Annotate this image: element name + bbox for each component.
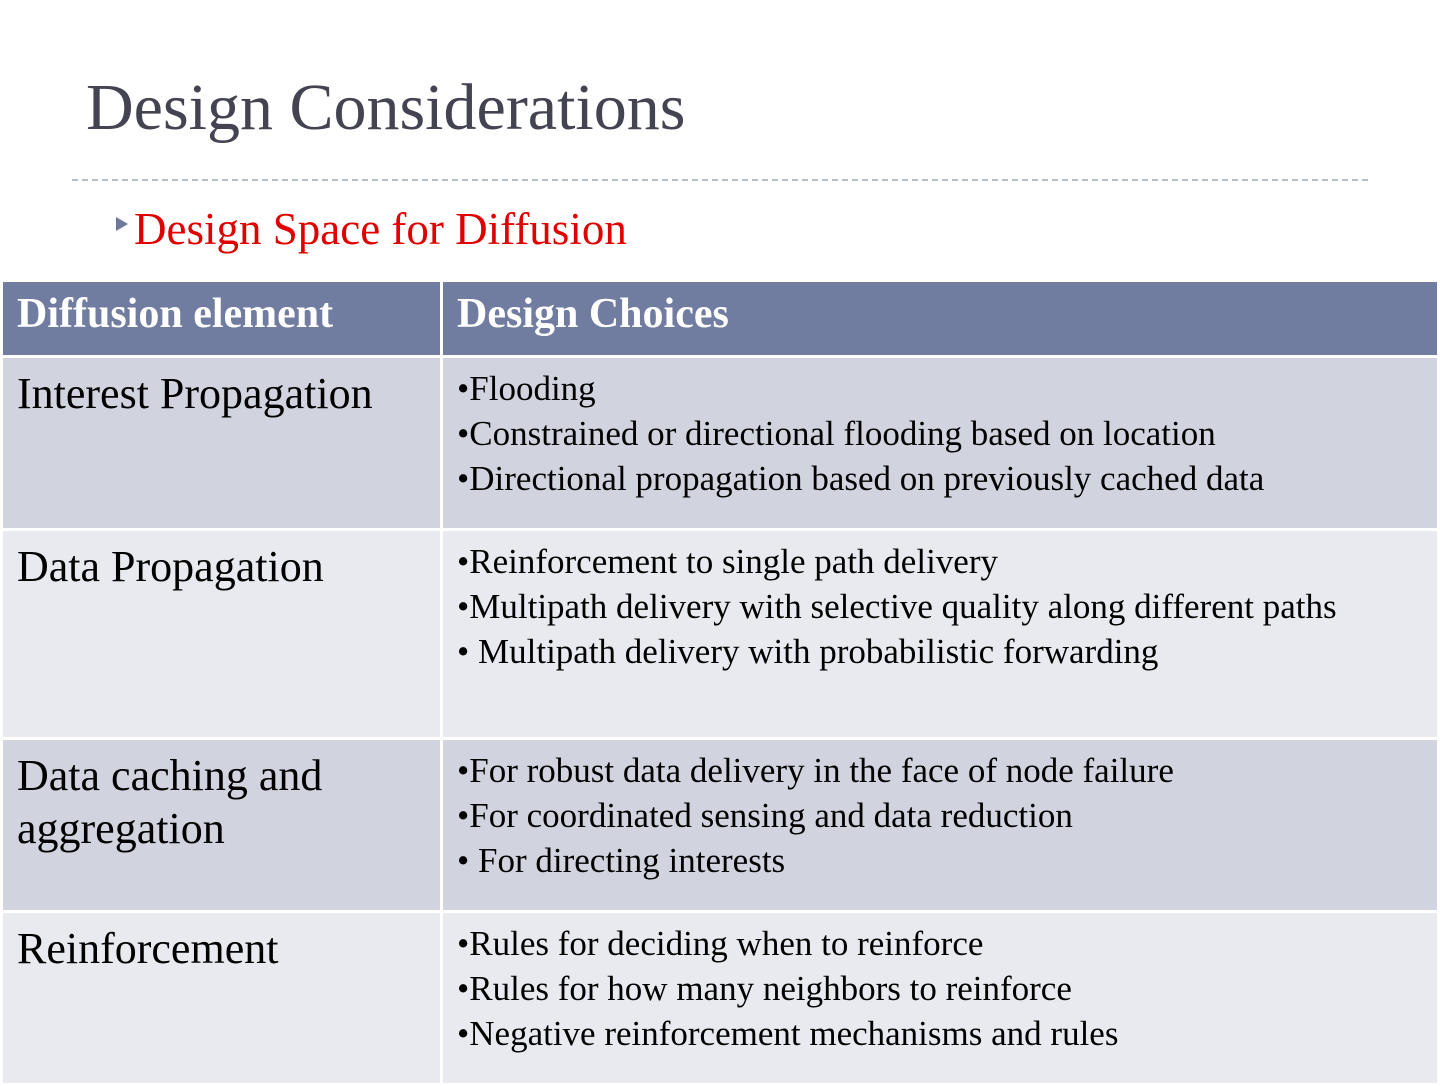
element-cell: Reinforcement (2, 912, 442, 1085)
choice-item: •Rules for deciding when to reinforce (457, 924, 984, 963)
choice-item: •Rules for how many neighbors to reinforce (457, 969, 1072, 1009)
choice-item: •Multipath delivery with selective quality along different paths (457, 587, 1337, 627)
bullet-item (116, 202, 627, 256)
choice-item: •Negative reinforcement mechanisms and rules (457, 1014, 1119, 1054)
choice-item: • Multipath delivery with probabilistic forwarding (457, 632, 1159, 672)
element-cell: Data caching and aggregation (2, 739, 442, 912)
choice-item: •Constrained or directional flooding based on location (457, 414, 1216, 454)
choices-cell (442, 739, 1439, 912)
table-row (2, 912, 1439, 1085)
triangle-right-icon (116, 217, 128, 231)
choices-cell (442, 530, 1439, 739)
choice-item: •For robust data delivery in the face of node failure (457, 751, 1174, 790)
header-diffusion-element: Diffusion element (2, 281, 442, 357)
header-design-choices: Design Choices (442, 281, 1439, 357)
choice-item: •For coordinated sensing and data reduction (457, 796, 1073, 836)
choices-cell (442, 357, 1439, 530)
element-cell: Data Propagation (2, 530, 442, 739)
choice-item: •Directional propagation based on previously cached data (457, 459, 1265, 499)
bullet-text: Design Space for Diffusion (134, 204, 627, 254)
choice-item: •Reinforcement to single path delivery (457, 542, 998, 581)
choices-cell (442, 912, 1439, 1085)
table-header-row (2, 281, 1439, 357)
choice-item: • For directing interests (457, 841, 786, 881)
table-row (2, 739, 1439, 912)
table-row (2, 357, 1439, 530)
slide-title: Design Considerations (86, 71, 686, 144)
table-row (2, 530, 1439, 739)
design-space-table (0, 279, 1440, 1086)
element-cell: Interest Propagation (2, 357, 442, 530)
choice-item: •Flooding (457, 369, 596, 408)
title-divider (72, 179, 1368, 181)
